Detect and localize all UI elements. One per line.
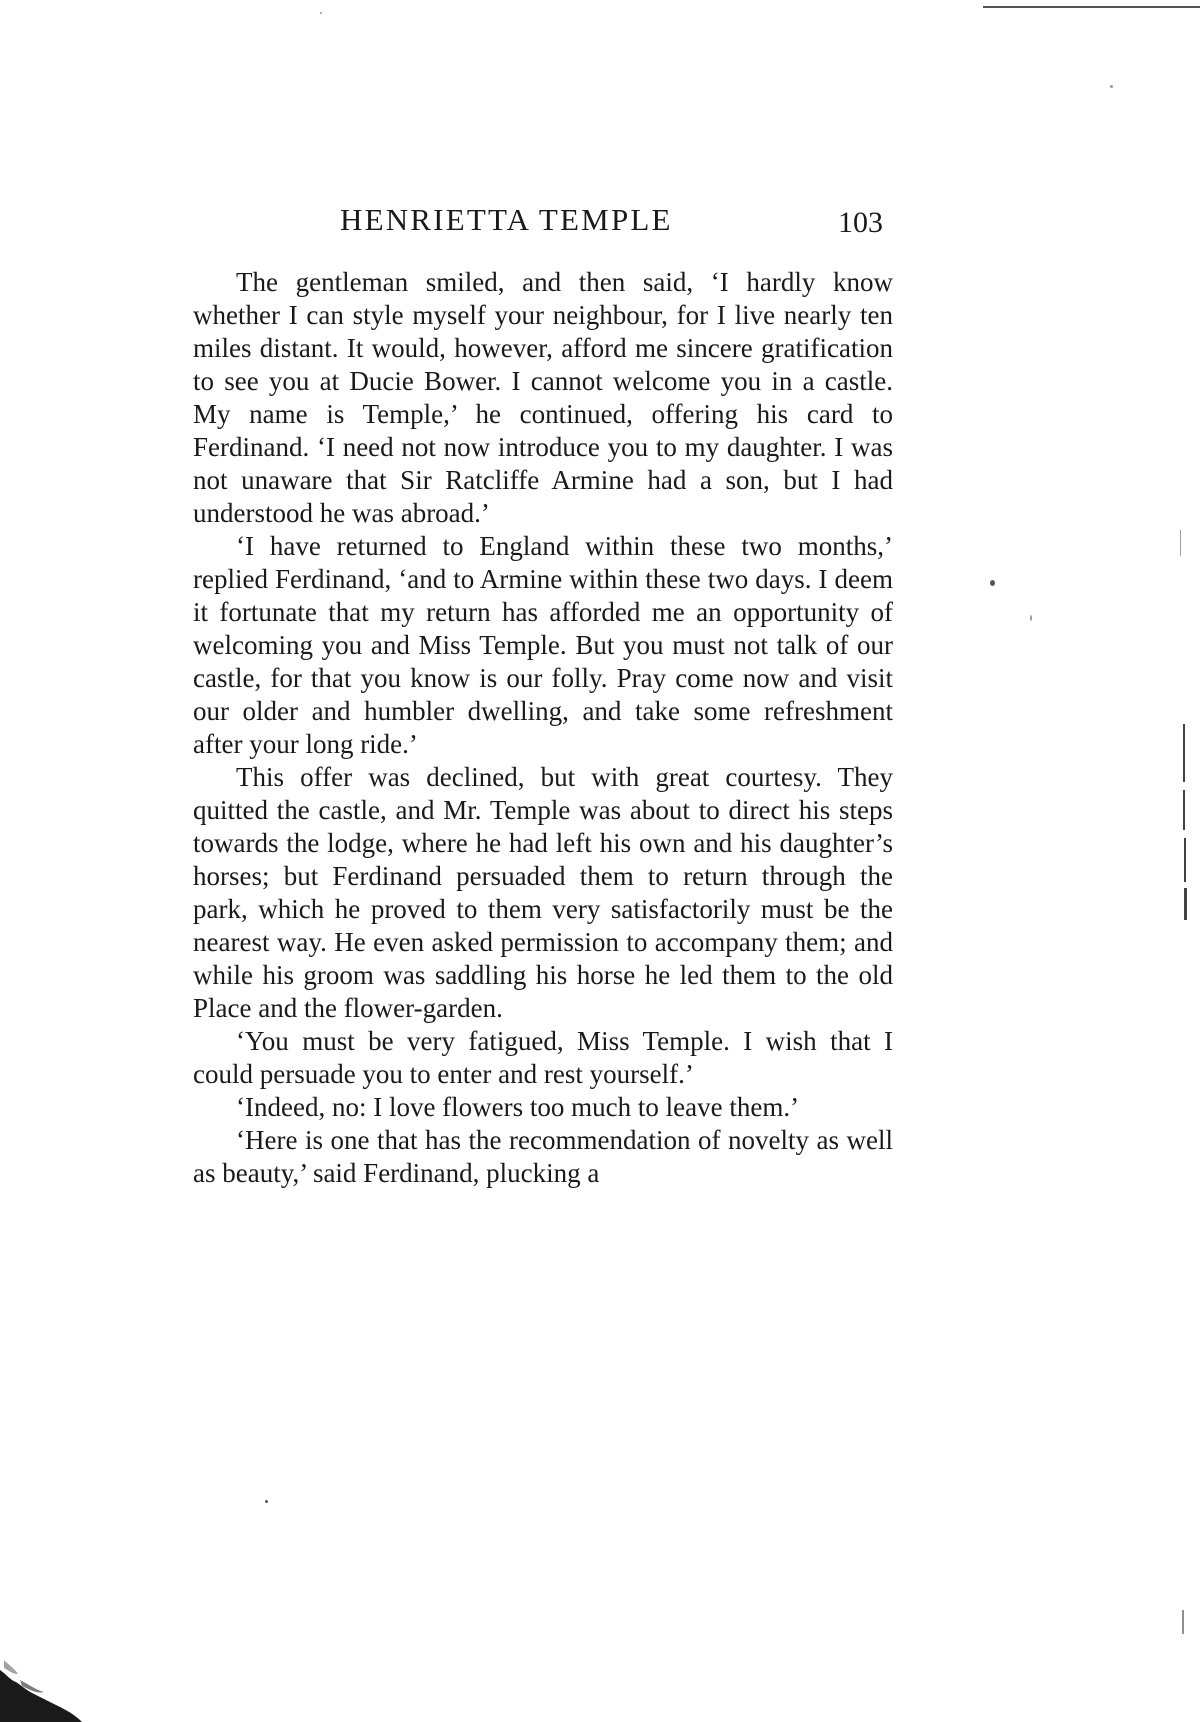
scan-edge-mark <box>1182 1610 1184 1634</box>
scan-speck <box>265 1500 268 1503</box>
paragraph: ‘You must be very fatigued, Miss Temple. I wish that I could persuade you to enter and rest yourself.’ <box>193 1026 893 1089</box>
scan-speck <box>1030 615 1032 621</box>
running-head <box>340 202 900 242</box>
paragraph: ‘Here is one that has the recommendation of novelty as well as beauty,’ said Ferdinand, plucking a <box>193 1125 893 1188</box>
scan-edge-mark <box>1183 724 1185 782</box>
paragraph: ‘I have returned to England within these two months,’ replied Ferdinand, ‘and to Armine within these two days. I deem it fortunate that my return has afforded me an opportunity of welcoming you and Miss Temple. But you must not talk of our castle, for that you know is our folly. Pray come now and visit our older and humbler dwelling, and take some refreshment after your long ride.’ <box>193 531 893 759</box>
paragraph: ‘Indeed, no: I love flowers too much to leave them.’ <box>236 1092 800 1122</box>
scan-speck <box>990 580 995 586</box>
body-text <box>193 266 893 1190</box>
scan-edge-mark <box>1184 888 1187 920</box>
top-edge-rule <box>983 6 1200 8</box>
thumb-smudge <box>0 1630 90 1722</box>
page-number: 103 <box>838 206 883 239</box>
running-title: HENRIETTA TEMPLE <box>340 202 673 237</box>
scan-speck <box>320 12 322 14</box>
paragraph: This offer was declined, but with great courtesy. They quitted the castle, and Mr. Temple was about to direct his steps towards the lodge, where he had left his own and his daughter’s horses; but Ferdinand persuaded them to return through the park, which he proved to them very satisfactorily must be the nearest way. He even asked permission to accompany them; and while his groom was saddling his horse he led them to the old Place and the flower-garden. <box>193 762 893 1023</box>
scan-edge-mark <box>1184 838 1186 882</box>
scan-edge-mark <box>1180 530 1181 556</box>
scan-speck <box>1110 85 1113 88</box>
paragraph: The gentleman smiled, and then said, ‘I hardly know whether I can style myself your neighbour, for I live nearly ten miles distant. It would, however, afford me sincere gratification to see you at Ducie Bower. I cannot welcome you in a castle. My name is Temple,’ he continued, offering his card to Ferdinand. ‘I need not now introduce you to my daughter. I was not unaware that Sir Ratcliffe Armine had a son, but I had understood he was abroad.’ <box>193 267 893 528</box>
scan-edge-mark <box>1183 790 1185 830</box>
